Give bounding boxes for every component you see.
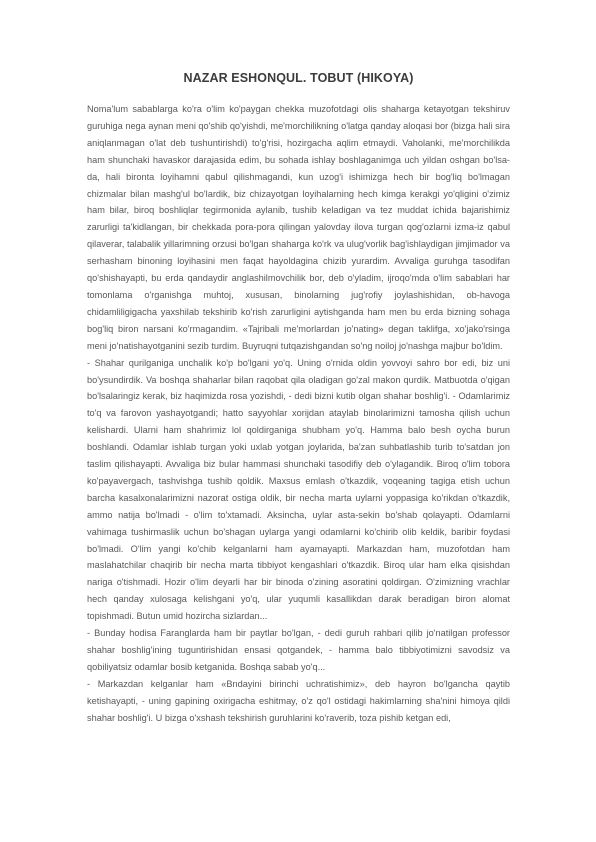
paragraph: - Shahar qurilganiga unchalik ko'p bo'lgani yo'q. Uning o'rnida oldin yovvoyi sahro bor edi, biz uni bo'ysundirdik. Va boshqa shaharlar bilan raqobat qila oladigan go'zal makon qurdik. Matbuotda o'qigan bo'lsalaringiz kerak, biz haqimizda rosa yozishdi, - dedi bizni kutib olgan shahar boshlig'i. - Odamlarimiz to'q va farovon yashayotgandi; hatto sayyohlar xorijdan ataylab binolarimizni tamosha qilish uchun kelishardi. Ularni ham shahrimiz lol qoldirganiga shubham yo'q. Hamma balo besh oycha burun boshlandi. Odamlar ishlab turgan yoki uxlab yotgan joylarida, ba'zan suhbatlashib turib to'satdan jon taslim qilishayapti. Avvaliga biz bular hammasi shunchaki tasodifiy deb o'ylagandik. Biroq o'lim tobora ko'payavergach, tashvishga tushib qoldik. Maxsus emlash o'tkazdik, voqeaning tagiga etish uchun barcha kasalxonalarimizni nazorat ostiga oldik, bir necha marta uylarni yoppasiga ko'rikdan o'tkazdik, ammo natija bo'lmadi - o'lim to'xtamadi. Aksincha, uylar asta-sekin bo'shab qolayapti. Odamlarni vahimaga tushirmaslik uchun bo'shagan uylarga yangi odamlarni ko'chirib olib keldik, baribir foydasi bo'lmadi. O'lim yangi ko'chib kelganlarni ham ayamayapti. Markazdan ham, muzofotdan ham maslahatchilar chaqirib bir necha marta tibbiyot kengashlari o'tkazdik. Biroq ular ham elka qisishdan nariga o'tishmadi. Hozir o'lim deyarli har bir binoda o'zining asoratini qoldirgan. O'zimizning vrachlar hech qanday xulosaga kelishgani yo'q, ular yuqumli kasallikdan darak beradigan biron alomat topishmadi. Butun umid hozircha sizlardan...: [87, 357, 510, 622]
paragraph: - Bunday hodisa Faranglarda ham bir paytlar bo'lgan, - dedi guruh rahbari qilib jo'natilgan professor shahar boshlig'ining tuguntirishidan ensasi qotgandek, - hamma balo tibbiyotimizni savodsiz va qobiliyatsiz odamlar bosib ketganida. Boshqa sabab yo'q...: [87, 628, 510, 672]
paragraph: - Markazdan kelganlar ham «Bndayini birinchi uchratishimiz», deb hayron bo'lgancha qaytib ketishayapti, - uning gapining oxirigacha eshitmay, o'z qo'l ostidagi hakimlarning sha'nini himoya qildi shahar boshlig'i. U bizga o'xshash tekshirish guruhlarini ko'raverib, toza pishib ketgan edi,: [87, 678, 510, 723]
document-title: NAZAR ESHONQUL. TOBUT (HIKOYA): [183, 71, 414, 85]
paragraph: Noma'lum sabablarga ko'ra o'lim ko'paygan chekka muzofotdagi olis shaharga ketayotgan tekshiruv guruhiga nega aynan meni qo'shib qo'yishdi, me'morchilikning o'latga qanday aloqasi bor (bizga hali sira aniqlanmagan o'lat deb tushuntirishdi) to'g'risi, hozirgacha aqlim etmaydi. Vaholanki, me'morchilikda ham shunchaki havaskor darajasida edim, bu sohada ishlay boshlaganimga uch yildan oshgan bo'lsa-da, hali bironta loyihamni qabul qilishmagandi, kun uzog'i ishimizga hech bir bog'liq bo'lmagan chizmalar bilan mashg'ul bo'lardik, biz chizayotgan loyihalarning hech kimga kerakgi yo'qligini o'zimiz ham bilar, biroq boshliqlar tegirmonida aylanib, tushib keladigan va tez muddat ichida bajarishimiz zarurligi ta'kidlangan, bir chekkada pora-pora qilingan yalovday ilova turgan qog'ozlarni izma-iz qabul qilaverar, talabalik yillarimning orzusi bo'lgan shaharga ko'rk va ulug'vorlik bag'ishlaydigan jimjimador va serhasham binoning loyihasini men faqat hayoldagina chizib yurardim. Avvaliga guruhga tasodifan qo'shishayapti, bu erda qandaydir anglashilmovchilik bor, deb o'yladim, ijroqo'mda o'lim sabablari har tomonlama o'rganishga muhtoj, xususan, binolarning jug'rofiy joylashishidan, ob-havoga chidamliligigacha yaxshilab tekshirib ko'rish zarurligini aytishganda ham men bu erda bizning sohaga bog'liq biron narsani ko'rmagandim. «Tajribali me'morlardan jo'nating» degan taklifga, xo'jako'rsinga meni jo'natishayotganini sezib turdim. Buyruqni tutqazishgandan so'ng noiloj jo'nashga majbur bo'ldim.: [87, 104, 510, 351]
document-page: [87, 70, 510, 727]
document-body: [87, 101, 510, 727]
